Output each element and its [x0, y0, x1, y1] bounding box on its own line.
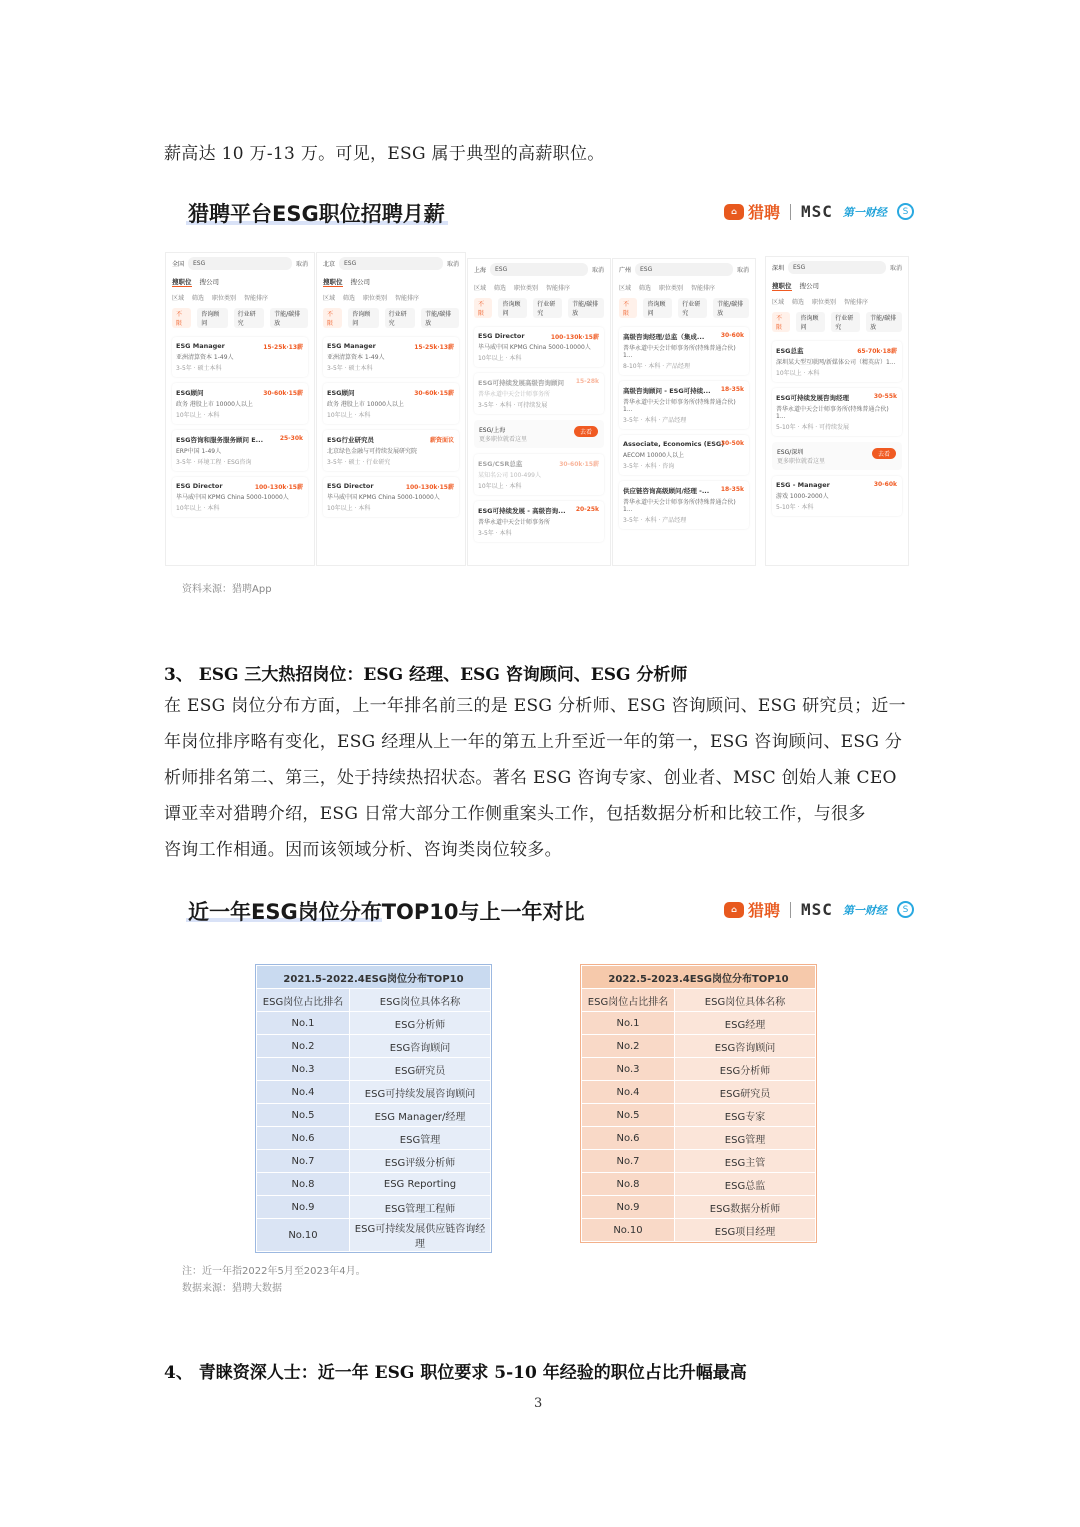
job-meta: 10年以上 · 本科 — [478, 355, 522, 362]
table-current-year — [581, 965, 816, 1242]
job-meta: 10年以上 · 本科 — [776, 370, 820, 377]
phone-filter: 筛选 — [639, 285, 652, 292]
job-card — [619, 481, 749, 529]
rank-cell: No.7 — [582, 1150, 675, 1173]
rank-cell: No.2 — [582, 1035, 675, 1058]
phone-category: 节能/碳排放 — [421, 308, 459, 328]
phone-category: 节能/碳排放 — [713, 298, 749, 318]
phone-filter: 职位类别 — [812, 299, 837, 306]
rank-cell: No.5 — [582, 1104, 675, 1127]
ask-label: ESG/深圳 — [777, 449, 804, 456]
phone-search-input: ESG — [188, 257, 292, 270]
phone-categories — [166, 305, 314, 331]
position-cell: ESG主管 — [675, 1150, 816, 1173]
position-cell: ESG可持续发展咨询顾问 — [350, 1081, 491, 1104]
table-col-header: ESG岗位占比排名 — [582, 989, 675, 1012]
job-company: 毕马威中国 KPMG China 5000-10000人 — [327, 494, 440, 501]
job-title: ESG Director — [478, 332, 525, 340]
phone-search-input: ESG — [490, 263, 588, 276]
figure2-note: 注：近一年指2022年5月至2023年4月。 — [182, 1266, 366, 1277]
rank-cell: No.7 — [257, 1150, 350, 1173]
table-title: 2021.5-2022.4ESG岗位分布TOP10 — [257, 966, 491, 989]
table-row — [257, 1058, 491, 1081]
logo-divider — [790, 204, 791, 220]
job-salary: 30-50k — [720, 440, 744, 447]
job-salary: 15-28k — [575, 378, 599, 385]
job-card — [172, 337, 308, 377]
phone-search-input: ESG — [635, 263, 733, 276]
job-meta: 3-5年 · 硕士 · 行业研究 — [327, 459, 391, 466]
rank-cell: No.1 — [257, 1012, 350, 1035]
table-row — [582, 1035, 816, 1058]
job-meta: 3-5年 · 本科 · 产品经理 — [623, 517, 687, 524]
job-card — [772, 341, 902, 382]
job-salary: 30-60k — [720, 332, 744, 339]
phone-category: 不限 — [323, 308, 342, 328]
position-cell: ESG Manager/经理 — [350, 1104, 491, 1127]
phone-tabs — [166, 274, 314, 290]
phone-city: 北京 — [323, 261, 336, 268]
phone-cancel: 取消 — [446, 261, 459, 268]
table-row — [582, 1173, 816, 1196]
phone-ask-card — [474, 420, 604, 448]
logo-divider — [790, 902, 791, 918]
rank-cell: No.10 — [582, 1219, 675, 1242]
rank-cell: No.6 — [582, 1127, 675, 1150]
job-meta: 3-5年 · 本科 · 产品经理 — [623, 417, 687, 424]
job-card — [323, 430, 459, 471]
job-title: 高级咨询经理/总监（集成... — [623, 333, 705, 341]
table-row — [257, 1127, 491, 1150]
job-title: ESG可持续发展高级咨询顾问 — [478, 379, 564, 387]
position-cell: ESG项目经理 — [675, 1219, 816, 1242]
section3-line: 析师排名第二、第三，处于持续热招状态。著名 ESG 咨询专家、创业者、MSC 创始人兼 CEO — [164, 768, 897, 788]
phone-search-bar — [613, 259, 755, 280]
position-cell: ESG管理工程师 — [350, 1196, 491, 1219]
table-row — [582, 1150, 816, 1173]
phone-city: 全国 — [172, 261, 185, 268]
job-card — [323, 337, 459, 377]
phone-categories — [613, 295, 755, 321]
job-meta: 3-5年 · 环境工程 · ESG咨询 — [176, 459, 252, 466]
figure2-logos — [724, 898, 914, 921]
phone-search-bar — [766, 257, 908, 278]
job-card — [474, 373, 604, 414]
phone-category: 行业研究 — [831, 312, 860, 332]
job-meta: 3-5年 · 本科 — [478, 530, 512, 537]
phone-category: 行业研究 — [234, 308, 264, 328]
job-card — [323, 477, 459, 517]
phone-cancel: 取消 — [591, 267, 604, 274]
table-row — [257, 1219, 491, 1252]
job-title: ESG顾问 — [176, 389, 204, 397]
job-title: 供应链咨询高级顾问/经理 -... — [623, 487, 710, 495]
rank-cell: No.4 — [257, 1081, 350, 1104]
phone-tab: 搜职位 — [172, 278, 192, 286]
job-salary: 100-130k·15薪 — [405, 484, 454, 491]
table-col-header: ESG岗位具体名称 — [350, 989, 491, 1012]
table-row — [257, 1012, 491, 1035]
job-card — [323, 383, 459, 424]
phone-tabs — [317, 274, 465, 290]
phone-cancel: 取消 — [736, 267, 749, 274]
phone-search-bar — [317, 253, 465, 274]
rank-cell: No.1 — [582, 1012, 675, 1035]
section3-line: 年岗位排序略有变化，ESG 经理从上一年的第五上升至近一年的第一，ESG 咨询顾问、ESG 分 — [164, 732, 903, 752]
job-company: 普华永道中天会计师事务所(特殊普通合伙) 1... — [623, 499, 736, 513]
table-col-header: ESG岗位具体名称 — [675, 989, 816, 1012]
table-row — [582, 1219, 816, 1242]
table-title: 2022.5-2023.4ESG岗位分布TOP10 — [582, 966, 816, 989]
position-cell: ESG管理 — [350, 1127, 491, 1150]
phone-category: 节能/碳排放 — [270, 308, 308, 328]
phone-cancel: 取消 — [295, 261, 308, 268]
phone-filter: 筛选 — [343, 295, 356, 302]
job-meta: 3-5年 · 硕士本科 — [176, 365, 222, 372]
position-cell: ESG研究员 — [350, 1058, 491, 1081]
phone-filter: 智能排序 — [244, 295, 269, 302]
section3-line: 谭亚幸对猎聘介绍，ESG 日常大部分工作侧重案头工作，包括数据分析和比较工作，与很多 — [164, 804, 866, 824]
job-company: 亚洲清算资本 1-49人 — [176, 354, 234, 361]
figure1-source: 资料来源：猎聘App — [182, 584, 272, 595]
rank-cell: No.9 — [582, 1196, 675, 1219]
phone-categories — [766, 309, 908, 335]
job-salary: 30-55k — [873, 393, 897, 400]
position-cell: ESG专家 — [675, 1104, 816, 1127]
phone-category: 不限 — [474, 298, 492, 318]
job-title: ESG Manager — [327, 342, 376, 350]
position-cell: ESG总监 — [675, 1173, 816, 1196]
table-row — [582, 1081, 816, 1104]
position-cell: ESG可持续发展供应链咨询经理 — [350, 1219, 491, 1252]
table-row — [582, 1104, 816, 1127]
job-salary: 15-25k·13薪 — [263, 344, 303, 351]
phone-city: 深圳 — [772, 265, 785, 272]
phone-filter: 智能排序 — [546, 285, 571, 292]
rank-cell: No.3 — [582, 1058, 675, 1081]
job-company: 游戏 1000-2000人 — [776, 493, 829, 500]
job-company: 北京绿色金融与可持续发展研究院 — [327, 448, 418, 455]
job-company: 政务 港股上市 10000人以上 — [327, 401, 404, 408]
figure1-title: 猎聘平台ESG职位招聘月薪 — [188, 202, 445, 226]
ask-label: ESG/上海 — [479, 427, 506, 434]
figure2-title: 近一年ESG岗位分布TOP10与上一年对比 — [188, 900, 585, 924]
phone-screenshot — [165, 252, 315, 566]
phone-filter: 智能排序 — [691, 285, 716, 292]
job-salary: 18-35k — [720, 386, 744, 393]
phone-filter: 区域 — [323, 295, 336, 302]
phone-search-bar — [166, 253, 314, 274]
top-paragraph: 薪高达 10 万-13 万。可见，ESG 属于典型的高薪职位。 — [164, 144, 605, 164]
phone-category: 行业研究 — [385, 308, 415, 328]
phone-screenshot — [467, 258, 611, 566]
job-meta: 10年以上 · 本科 — [327, 505, 371, 512]
job-company: 深圳某大型互联网/新媒体公司（精英店）1... — [776, 359, 896, 366]
phone-category: 咨询顾问 — [643, 298, 672, 318]
phone-filter: 筛选 — [192, 295, 205, 302]
phone-filter: 区域 — [172, 295, 185, 302]
position-cell: ESG经理 — [675, 1012, 816, 1035]
position-cell: ESG研究员 — [675, 1081, 816, 1104]
figure1-logos — [724, 200, 914, 223]
job-salary: 30-60k·15薪 — [414, 390, 454, 397]
job-card — [619, 435, 749, 475]
phone-tab: 搜公司 — [350, 278, 370, 286]
job-company: 毕马威中国 KPMG China 5000-10000人 — [176, 494, 289, 501]
table-row — [582, 1012, 816, 1035]
job-salary: 20-25k — [575, 506, 599, 513]
page-number: 3 — [534, 1396, 543, 1411]
phone-category: 行业研究 — [533, 298, 562, 318]
phone-tab: 搜职位 — [772, 282, 792, 290]
table-prev-year — [256, 965, 491, 1252]
job-company: 普华永道中天会计师事务所(特殊普通合伙) 1... — [776, 406, 889, 420]
position-cell: ESG评级分析师 — [350, 1150, 491, 1173]
job-meta: 5-10年 · 本科 — [776, 504, 814, 511]
table-row — [257, 1081, 491, 1104]
phone-search-bar — [468, 259, 610, 280]
job-title: ESG Director — [176, 482, 223, 490]
job-title: ESG Manager — [176, 342, 225, 350]
ask-button: 去看 — [574, 426, 598, 437]
figure2-source: 数据来源：猎聘大数据 — [182, 1283, 282, 1294]
phone-filter: 筛选 — [494, 285, 507, 292]
phone-category: 不限 — [172, 308, 191, 328]
job-company: 某知名公司 100-499人 — [478, 472, 541, 479]
position-cell: ESG分析师 — [350, 1012, 491, 1035]
job-meta: 10年以上 · 本科 — [478, 483, 522, 490]
job-salary: 25-30k — [279, 435, 303, 442]
job-title: ESG Director — [327, 482, 374, 490]
job-meta: 10年以上 · 本科 — [176, 412, 220, 419]
job-salary: 30-60k·15薪 — [263, 390, 303, 397]
phone-filter: 智能排序 — [844, 299, 869, 306]
liepin-logo: ⌂ 猎聘 — [724, 898, 780, 921]
table-row — [582, 1058, 816, 1081]
phone-filter: 区域 — [619, 285, 632, 292]
job-card — [772, 388, 902, 436]
table-row — [582, 1196, 816, 1219]
phone-city: 上海 — [474, 267, 487, 274]
phone-screenshot — [316, 252, 466, 566]
diyicaijing-logo: 第一财经 — [842, 205, 887, 219]
position-cell: ESG咨询顾问 — [350, 1035, 491, 1058]
phone-category: 咨询顾问 — [796, 312, 825, 332]
job-meta: 10年以上 · 本科 — [327, 412, 371, 419]
job-meta: 3-5年 · 本科 · 咨询 — [623, 463, 675, 470]
phone-tab: 搜公司 — [199, 278, 219, 286]
rank-cell: No.2 — [257, 1035, 350, 1058]
diyicaijing-logo: 第一财经 — [842, 903, 887, 917]
job-company: ERP中国 1-49人 — [176, 448, 222, 455]
section4-heading: 4、 青睐资深人士：近一年 ESG 职位要求 5-10 年经验的职位占比升幅最高 — [164, 1363, 747, 1383]
phone-category: 咨询顾问 — [348, 308, 378, 328]
position-cell: ESG数据分析师 — [675, 1196, 816, 1219]
rank-cell: No.9 — [257, 1196, 350, 1219]
job-card — [772, 476, 902, 516]
phone-filter: 职位类别 — [212, 295, 237, 302]
job-company: 政务 港股上市 10000人以上 — [176, 401, 253, 408]
position-cell: ESG分析师 — [675, 1058, 816, 1081]
table-row — [257, 1196, 491, 1219]
section3-line: 咨询工作相通。因而该领域分析、咨询类岗位较多。 — [164, 840, 562, 860]
job-title: Associate, Economics (ESG) — [623, 440, 725, 448]
job-company: 普华永道中天会计师事务所 — [478, 519, 551, 526]
phone-screenshot — [612, 258, 756, 566]
phone-tabs — [766, 278, 908, 294]
position-cell: ESG咨询顾问 — [675, 1035, 816, 1058]
position-cell: ESG管理 — [675, 1127, 816, 1150]
phone-filter: 职位类别 — [514, 285, 539, 292]
job-card — [474, 327, 604, 367]
job-title: ESG顾问 — [327, 389, 355, 397]
section3-heading: 3、 ESG 三大热招岗位：ESG 经理、ESG 咨询顾问、ESG 分析师 — [164, 665, 688, 685]
phone-filters — [166, 290, 314, 305]
phone-filter: 职位类别 — [363, 295, 388, 302]
job-card — [474, 454, 604, 495]
rank-cell: No.6 — [257, 1127, 350, 1150]
phone-filters — [468, 280, 610, 295]
rank-cell: No.8 — [582, 1173, 675, 1196]
job-salary: 15-25k·13薪 — [414, 344, 454, 351]
phone-filters — [613, 280, 755, 295]
job-title: ESG总监 — [776, 347, 804, 355]
phone-filters — [766, 294, 908, 309]
phone-filter: 区域 — [772, 299, 785, 306]
phone-cancel: 取消 — [889, 265, 902, 272]
job-salary: 100-130k·15薪 — [254, 484, 303, 491]
liepin-logo: ⌂ 猎聘 — [724, 200, 780, 223]
phone-filter: 职位类别 — [659, 285, 684, 292]
phone-category: 节能/碳排放 — [866, 312, 902, 332]
position-cell: ESG Reporting — [350, 1173, 491, 1196]
phone-category: 咨询顾问 — [498, 298, 527, 318]
phone-category: 节能/碳排放 — [568, 298, 604, 318]
job-title: ESG可持续发展 - 高级咨询... — [478, 507, 566, 515]
phone-tab: 搜职位 — [323, 278, 343, 286]
rank-cell: No.10 — [257, 1219, 350, 1252]
phone-category: 行业研究 — [678, 298, 707, 318]
ask-sub: 更多职位就看这里 — [777, 458, 826, 465]
phone-categories — [468, 295, 610, 321]
job-title: ESG - Manager — [776, 481, 830, 489]
job-salary: 100-130k·15薪 — [550, 334, 599, 341]
job-salary: 30-60k — [873, 481, 897, 488]
job-salary: 65-70k·18薪 — [857, 348, 897, 355]
liepin-logo-icon: ⌂ — [724, 902, 744, 918]
phone-category: 不限 — [772, 312, 790, 332]
job-company: 普华永道中天会计师事务所(特殊普通合伙) 1... — [623, 345, 736, 359]
phone-search-input: ESG — [339, 257, 443, 270]
liepin-logo-icon: ⌂ — [724, 204, 744, 220]
phone-ask-card — [772, 442, 902, 470]
job-card — [172, 430, 308, 471]
phone-tab: 搜公司 — [799, 282, 819, 290]
job-title: ESG可持续发展咨询经理 — [776, 394, 849, 402]
job-card — [619, 327, 749, 375]
job-salary: 18-35k — [720, 486, 744, 493]
rank-cell: No.4 — [582, 1081, 675, 1104]
job-meta: 8-10年 · 本科 · 产品经理 — [623, 363, 691, 370]
job-title: ESG/CSR总监 — [478, 460, 523, 468]
table-row — [582, 1127, 816, 1150]
job-company: 亚洲清算资本 1-49人 — [327, 354, 385, 361]
job-card — [172, 477, 308, 517]
job-title: ESG行业研究员 — [327, 436, 374, 444]
job-meta: 5-10年 · 本科 · 可持续发展 — [776, 424, 850, 431]
section3-line: 在 ESG 岗位分布方面，上一年排名前三的是 ESG 分析师、ESG 咨询顾问、ESG 研究员；近一 — [164, 696, 906, 716]
msc-logo: MSC — [801, 202, 833, 221]
phone-filter: 智能排序 — [395, 295, 420, 302]
section3-paragraph — [164, 688, 924, 868]
job-company: 普华永道中天会计师事务所 — [478, 391, 551, 398]
phone-search-input: ESG — [788, 261, 886, 274]
phone-category: 咨询顾问 — [197, 308, 227, 328]
phone-categories — [317, 305, 465, 331]
phone-filter: 筛选 — [792, 299, 805, 306]
table-row — [257, 1104, 491, 1127]
rank-cell: No.3 — [257, 1058, 350, 1081]
round-logo-icon: S — [897, 901, 914, 918]
job-title: 高级咨询顾问 - ESG可持续... — [623, 387, 711, 395]
job-company: AECOM 10000人以上 — [623, 452, 684, 459]
job-meta: 3-5年 · 硕士本科 — [327, 365, 373, 372]
phone-screenshot — [765, 256, 909, 566]
job-card — [474, 501, 604, 542]
job-salary: 30-60k·15薪 — [559, 461, 599, 468]
table-row — [257, 1035, 491, 1058]
job-card — [619, 381, 749, 429]
job-salary: 薪资面议 — [429, 437, 454, 444]
msc-logo: MSC — [801, 900, 833, 919]
job-company: 毕马威中国 KPMG China 5000-10000人 — [478, 344, 591, 351]
rank-cell: No.8 — [257, 1173, 350, 1196]
table-row — [257, 1173, 491, 1196]
phone-city: 广州 — [619, 267, 632, 274]
ask-button: 去看 — [872, 448, 896, 459]
table-col-header: ESG岗位占比排名 — [257, 989, 350, 1012]
phone-filter: 区域 — [474, 285, 487, 292]
job-card — [172, 383, 308, 424]
phone-category: 不限 — [619, 298, 637, 318]
job-company: 普华永道中天会计师事务所(特殊普通合伙) 1... — [623, 399, 736, 413]
round-logo-icon: S — [897, 203, 914, 220]
phone-filters — [317, 290, 465, 305]
job-title: ESG咨询和服务服务顾问 E... — [176, 436, 264, 444]
job-meta: 3-5年 · 本科 · 可持续发展 — [478, 402, 548, 409]
rank-cell: No.5 — [257, 1104, 350, 1127]
ask-sub: 更多职位就看这里 — [479, 436, 528, 443]
table-row — [257, 1150, 491, 1173]
job-meta: 10年以上 · 本科 — [176, 505, 220, 512]
